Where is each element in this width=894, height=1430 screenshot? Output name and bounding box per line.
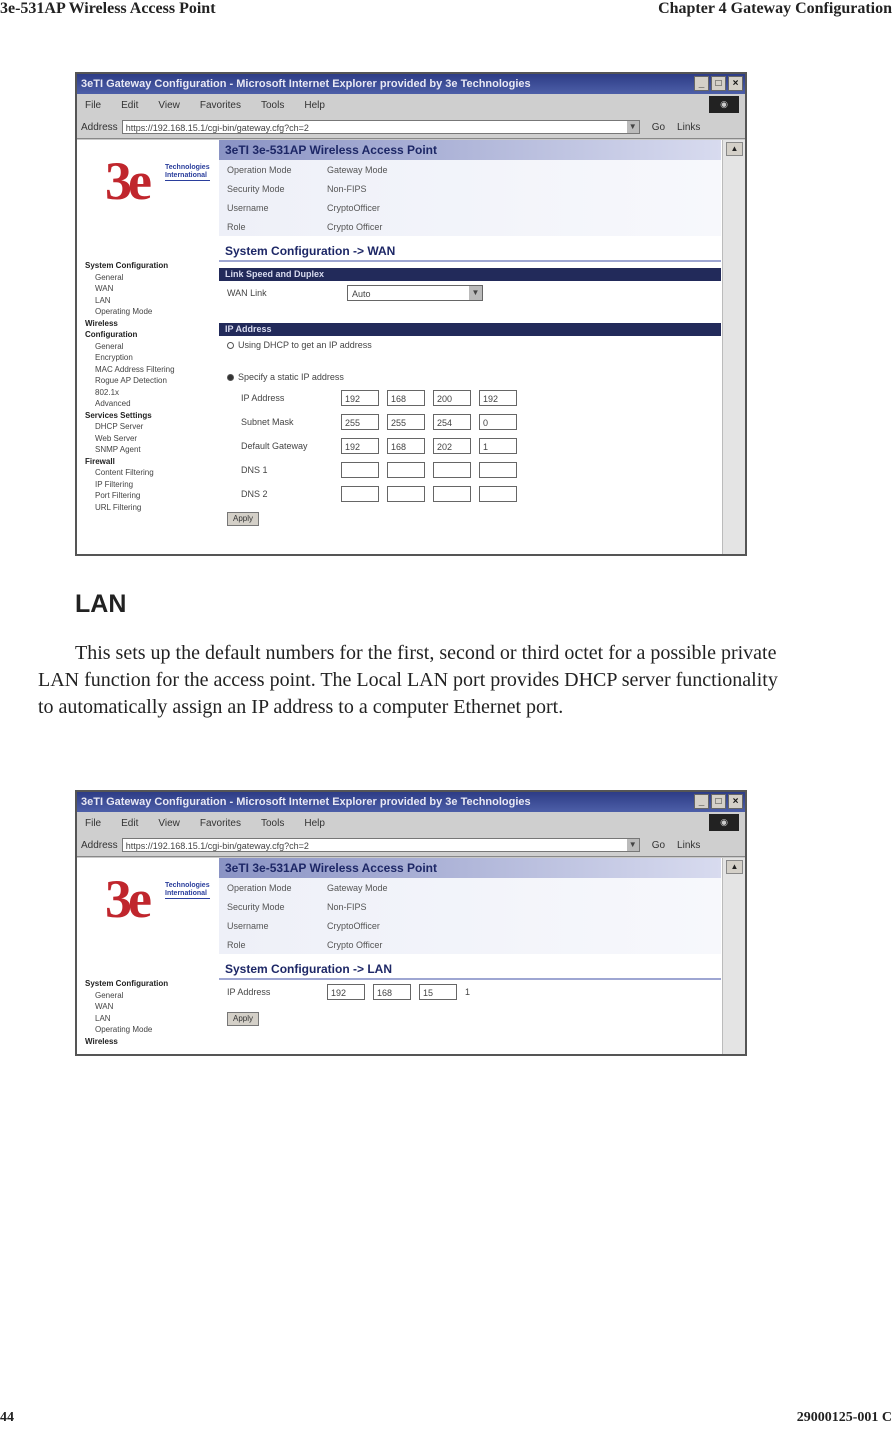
nav-link[interactable]: MAC Address Filtering	[95, 364, 175, 374]
address-label: Address	[81, 839, 118, 851]
menu-bar	[77, 812, 745, 834]
info-security-mode: Security Mode Non-FIPS	[219, 897, 721, 916]
wan-ip-rows	[219, 386, 721, 506]
wan-ip-row	[219, 458, 721, 482]
nav-section-header: System Configuration	[85, 979, 169, 988]
nav-section-header: Wireless	[85, 318, 118, 328]
nav-link[interactable]: URL Filtering	[95, 502, 142, 512]
links-button[interactable]: Links	[677, 121, 701, 133]
lan-ip-row	[219, 980, 721, 1004]
wan-row-label: IP Address	[241, 393, 285, 403]
nav-link[interactable]: General	[95, 341, 124, 351]
window-title: 3eTI Gateway Configuration - Microsoft Internet Explorer provided by 3e Technologies	[81, 78, 531, 90]
nav-section-header: Firewall	[85, 456, 115, 466]
logo-mark: 3e	[105, 869, 148, 929]
nav-link[interactable]: Operating Mode	[95, 307, 153, 316]
address-url: https://192.168.15.1/cgi-bin/gateway.cfg?ch=2	[125, 841, 309, 851]
maximize-button[interactable]: □	[711, 794, 726, 809]
menu-view[interactable]: View	[158, 99, 180, 111]
page-title: System Configuration -> WAN	[219, 236, 721, 262]
maximize-button[interactable]: □	[711, 76, 726, 91]
menu-edit[interactable]: Edit	[121, 99, 139, 111]
screenshot-wan-config	[75, 72, 747, 556]
nav-link[interactable]: Content Filtering	[95, 468, 154, 477]
menu-help[interactable]: Help	[304, 99, 325, 111]
close-button[interactable]: ×	[728, 794, 743, 809]
left-nav	[77, 140, 217, 554]
address-bar	[77, 116, 745, 139]
wan-link-select[interactable]	[347, 285, 483, 301]
scrollbar[interactable]	[722, 140, 745, 554]
nav-link[interactable]: Web Server	[95, 433, 138, 443]
nav-list	[85, 260, 175, 513]
lan-octet-1[interactable]: 192	[327, 984, 365, 1000]
apply-button[interactable]: Apply	[227, 512, 259, 526]
info-username: Username CryptoOfficer	[219, 916, 721, 935]
product-banner: 3eTI 3e-531AP Wireless Access Point	[219, 858, 721, 878]
minimize-button[interactable]: _	[694, 76, 709, 91]
nav-link[interactable]: LAN	[95, 295, 111, 305]
scrollbar[interactable]	[722, 858, 745, 1054]
octet-input[interactable]: 192	[341, 390, 379, 406]
nav-link[interactable]: Encryption	[95, 353, 133, 362]
left-nav	[77, 858, 217, 1054]
chevron-down-icon[interactable]: ▼	[627, 121, 639, 133]
octet-input[interactable]: 0	[479, 414, 517, 430]
nav-link[interactable]: WAN	[95, 1002, 114, 1011]
nav-link[interactable]: Advanced	[95, 399, 131, 408]
company-logo	[105, 150, 210, 220]
nav-link[interactable]: IP Filtering	[95, 479, 134, 489]
menu-view[interactable]: View	[158, 817, 180, 829]
wan-ip-row	[219, 410, 721, 434]
nav-section-header: Wireless	[85, 1036, 118, 1046]
chevron-down-icon: ▼	[469, 286, 482, 300]
octet-input[interactable]	[341, 486, 379, 502]
running-header-right: Chapter 4 Gateway Configuration	[658, 0, 892, 17]
page-content	[77, 858, 745, 1054]
logo-mark: 3e	[105, 151, 148, 211]
nav-link[interactable]: LAN	[95, 1013, 111, 1023]
dhcp-radio[interactable]	[227, 342, 234, 349]
octet-input[interactable]: 192	[479, 390, 517, 406]
nav-link[interactable]: DHCP Server	[95, 422, 144, 431]
menu-tools[interactable]: Tools	[260, 817, 285, 829]
browser-titlebar	[77, 792, 745, 812]
section-body: This sets up the default numbers for the first, second or third octet for a possible private LAN function for the access point. The Local LAN port provides DHCP server functionality to automatically assign an IP address to a computer Ethernet port.	[38, 642, 778, 718]
nav-link[interactable]: WAN	[95, 284, 114, 293]
octet-input[interactable]	[433, 462, 471, 478]
browser-titlebar	[77, 74, 745, 94]
address-label: Address	[81, 121, 118, 133]
address-input[interactable]	[122, 838, 640, 852]
octet-input[interactable]	[341, 462, 379, 478]
nav-list	[85, 978, 168, 1047]
nav-section-header: Configuration	[85, 330, 138, 339]
window-title: 3eTI Gateway Configuration - Microsoft Internet Explorer provided by 3e Technologies	[81, 796, 531, 808]
go-button[interactable]: Go	[651, 121, 666, 133]
main-panel	[219, 140, 721, 554]
octet-input[interactable]	[479, 486, 517, 502]
page-content	[77, 140, 745, 554]
nav-link[interactable]: Port Filtering	[95, 491, 141, 500]
menu-edit[interactable]: Edit	[121, 817, 139, 829]
wan-link-row	[219, 281, 721, 305]
octet-input[interactable]: 200	[433, 390, 471, 406]
scroll-up-icon[interactable]: ▲	[726, 142, 743, 156]
nav-section-header: Services Settings	[85, 410, 152, 420]
menu-favorites[interactable]: Favorites	[199, 99, 241, 111]
lan-octet-4: 1	[465, 987, 471, 997]
lan-octet-2[interactable]: 168	[373, 984, 411, 1000]
logo-tagline: Technologies International	[165, 164, 210, 179]
nav-link[interactable]: SNMP Agent	[95, 445, 141, 454]
menu-file[interactable]: File	[85, 817, 102, 829]
info-username: Username CryptoOfficer	[219, 198, 721, 217]
ie-logo-icon: ◉	[709, 96, 739, 113]
screenshot-lan-config	[75, 790, 747, 1056]
running-header-left: 3e-531AP Wireless Access Point	[0, 0, 216, 17]
info-operation-mode: Operation Mode Gateway Mode	[219, 878, 721, 897]
page-title: System Configuration -> LAN	[219, 954, 721, 980]
wan-ip-row	[219, 434, 721, 458]
nav-link[interactable]: General	[95, 990, 124, 1000]
static-radio[interactable]	[227, 374, 234, 381]
nav-link[interactable]: Rogue AP Detection	[95, 376, 167, 385]
menu-file[interactable]: File	[85, 99, 102, 111]
octet-input[interactable]	[433, 486, 471, 502]
go-button[interactable]: Go	[651, 839, 666, 851]
menu-favorites[interactable]: Favorites	[199, 817, 241, 829]
wan-link-label: WAN Link	[227, 288, 267, 298]
document-id: 29000125-001 C	[796, 1410, 892, 1425]
octet-input[interactable]: 255	[341, 414, 379, 430]
ip-address-header: IP Address	[219, 323, 721, 336]
wan-ip-row	[219, 386, 721, 410]
wan-row-label: Default Gateway	[241, 441, 308, 451]
nav-link[interactable]: 802.1x	[95, 387, 120, 397]
link-speed-header: Link Speed and Duplex	[219, 268, 721, 281]
wan-ip-row	[219, 482, 721, 506]
page-number: 44	[0, 1410, 14, 1425]
wan-row-label: DNS 2	[241, 489, 268, 499]
menu-bar	[77, 94, 745, 116]
menu-help[interactable]: Help	[304, 817, 325, 829]
static-option[interactable]	[219, 368, 721, 386]
section-heading: LAN	[75, 590, 127, 618]
ie-logo-icon: ◉	[709, 814, 739, 831]
wan-link-value: Auto	[352, 289, 371, 299]
info-role: Role Crypto Officer	[219, 217, 721, 236]
close-button[interactable]: ×	[728, 76, 743, 91]
links-button[interactable]: Links	[677, 839, 701, 851]
nav-section-header: System Configuration	[85, 261, 169, 270]
address-input[interactable]	[122, 120, 640, 134]
octet-input[interactable]	[387, 486, 425, 502]
nav-link[interactable]: General	[95, 272, 124, 282]
nav-link[interactable]: Operating Mode	[95, 1025, 153, 1034]
company-logo	[105, 868, 210, 938]
product-banner: 3eTI 3e-531AP Wireless Access Point	[219, 140, 721, 160]
main-panel	[219, 858, 721, 1054]
info-operation-mode: Operation Mode Gateway Mode	[219, 160, 721, 179]
wan-row-label: DNS 1	[241, 465, 268, 475]
minimize-button[interactable]: _	[694, 794, 709, 809]
lan-ip-label: IP Address	[227, 987, 271, 997]
octet-input[interactable]: 1	[479, 438, 517, 454]
octet-input[interactable]: 202	[433, 438, 471, 454]
address-url: https://192.168.15.1/cgi-bin/gateway.cfg?ch=2	[125, 123, 309, 133]
apply-button[interactable]: Apply	[227, 1012, 259, 1026]
static-option-label: Specify a static IP address	[238, 372, 344, 382]
octet-input[interactable]	[479, 462, 517, 478]
logo-tagline: Technologies International	[165, 882, 210, 897]
octet-input[interactable]: 254	[433, 414, 471, 430]
dhcp-option-label: Using DHCP to get an IP address	[238, 340, 372, 350]
info-role: Role Crypto Officer	[219, 935, 721, 954]
octet-input[interactable]: 255	[387, 414, 425, 430]
octet-input[interactable]	[387, 462, 425, 478]
octet-input[interactable]: 168	[387, 390, 425, 406]
address-bar	[77, 834, 745, 857]
octet-input[interactable]: 168	[387, 438, 425, 454]
wan-row-label: Subnet Mask	[241, 417, 294, 427]
octet-input[interactable]: 192	[341, 438, 379, 454]
scroll-up-icon[interactable]: ▲	[726, 860, 743, 874]
info-security-mode: Security Mode Non-FIPS	[219, 179, 721, 198]
lan-octet-3[interactable]: 15	[419, 984, 457, 1000]
chevron-down-icon[interactable]: ▼	[627, 839, 639, 851]
menu-tools[interactable]: Tools	[260, 99, 285, 111]
dhcp-option[interactable]	[219, 336, 721, 354]
